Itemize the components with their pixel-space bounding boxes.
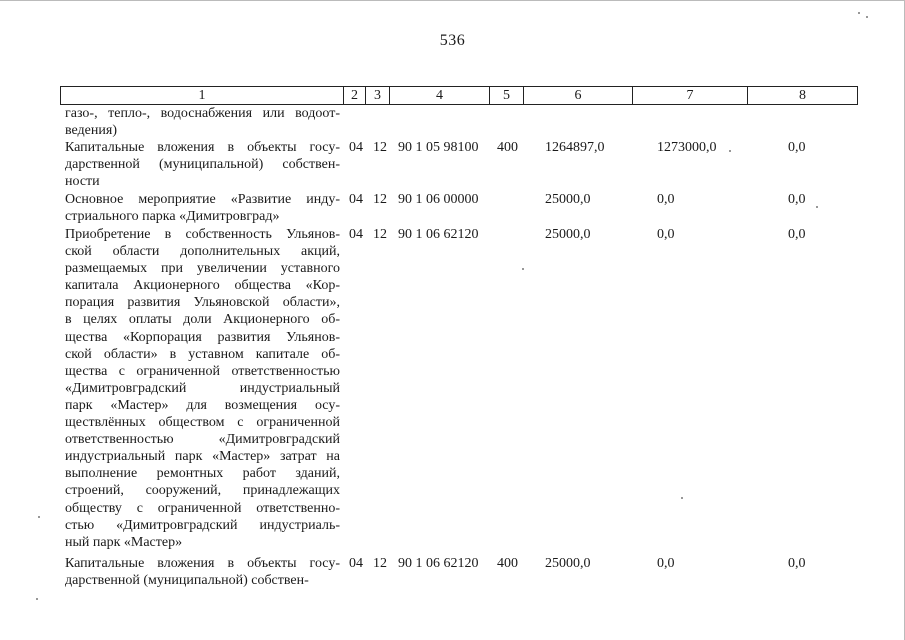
header-row [61,87,858,105]
header-col-6: 6 [524,87,633,105]
page-border-top [0,0,905,1]
cell-section: 04 [349,227,363,242]
scan-speck [36,598,38,600]
header-col-8: 8 [748,87,858,105]
header-col-3: 3 [366,87,390,105]
scan-speck [866,16,868,18]
page-number: 536 [439,32,466,49]
cell-amount-1: 25000,0 [545,192,591,207]
cell-amount-1: 25000,0 [545,227,591,242]
scan-speck [522,268,524,270]
header-col-1: 1 [61,87,344,105]
cell-section: 04 [349,556,363,571]
scan-speck [858,12,860,14]
cell-subsection: 12 [373,556,387,571]
scan-speck [681,497,683,499]
row-description: газо-, тепло-, водоснабжения или водоот- ведения) [65,106,340,139]
row-description: Капитальные вложения в объекты госу- дарственной (муниципальной) собствен- ности [65,140,340,190]
header-col-7: 7 [633,87,748,105]
cell-amount-2: 0,0 [657,227,675,242]
cell-amount-2: 0,0 [657,192,675,207]
cell-amount-3: 0,0 [788,227,806,242]
column-header-table [60,86,858,105]
cell-amount-2: 0,0 [657,556,675,571]
row-description: Приобретение в собственность Ульянов- ской области дополнительных акций, размещаемых при увеличении уставного капитала Акционерного общества «Кор- порация развития Ульяновской области», в целях оплаты доли Акционерного об- щества «Корпорация развития Ульянов- ской области» в уставном капитале об- щества с ограниченной ответственностью «Димитровградский индустриальный парк «Мастер» для возмещения осу- ществлённых обществом с ограниченной ответственностью «Димитровградский индустриальный парк «Мастер» затрат на выполнение ремонтных работ зданий, строений, сооружений, принадлежащих обществу с ограниченной ответственно- стью «Димитровградский индустриаль- ный парк «Мастер» [65,227,340,550]
header-col-2: 2 [344,87,366,105]
cell-expense-type: 400 [497,140,518,155]
scan-speck [816,206,818,208]
cell-amount-1: 25000,0 [545,556,591,571]
scan-speck [38,516,40,518]
cell-amount-1: 1264897,0 [545,140,605,155]
cell-amount-3: 0,0 [788,192,806,207]
row-description: Основное мероприятие «Развитие инду- стриального парка «Димитровград» [65,192,340,225]
cell-section: 04 [349,192,363,207]
cell-section: 04 [349,140,363,155]
cell-subsection: 12 [373,192,387,207]
cell-subsection: 12 [373,140,387,155]
cell-amount-2: 1273000,0 [657,140,717,155]
row-description: Капитальные вложения в объекты госу- дарственной (муниципальной) собствен- [65,556,340,589]
cell-subsection: 12 [373,227,387,242]
cell-target-article: 90 1 06 00000 [398,192,479,207]
scan-speck [729,150,731,152]
cell-amount-3: 0,0 [788,140,806,155]
cell-target-article: 90 1 05 98100 [398,140,479,155]
cell-target-article: 90 1 06 62120 [398,227,479,242]
cell-amount-3: 0,0 [788,556,806,571]
header-col-5: 5 [490,87,524,105]
cell-target-article: 90 1 06 62120 [398,556,479,571]
header-col-4: 4 [390,87,490,105]
cell-expense-type: 400 [497,556,518,571]
